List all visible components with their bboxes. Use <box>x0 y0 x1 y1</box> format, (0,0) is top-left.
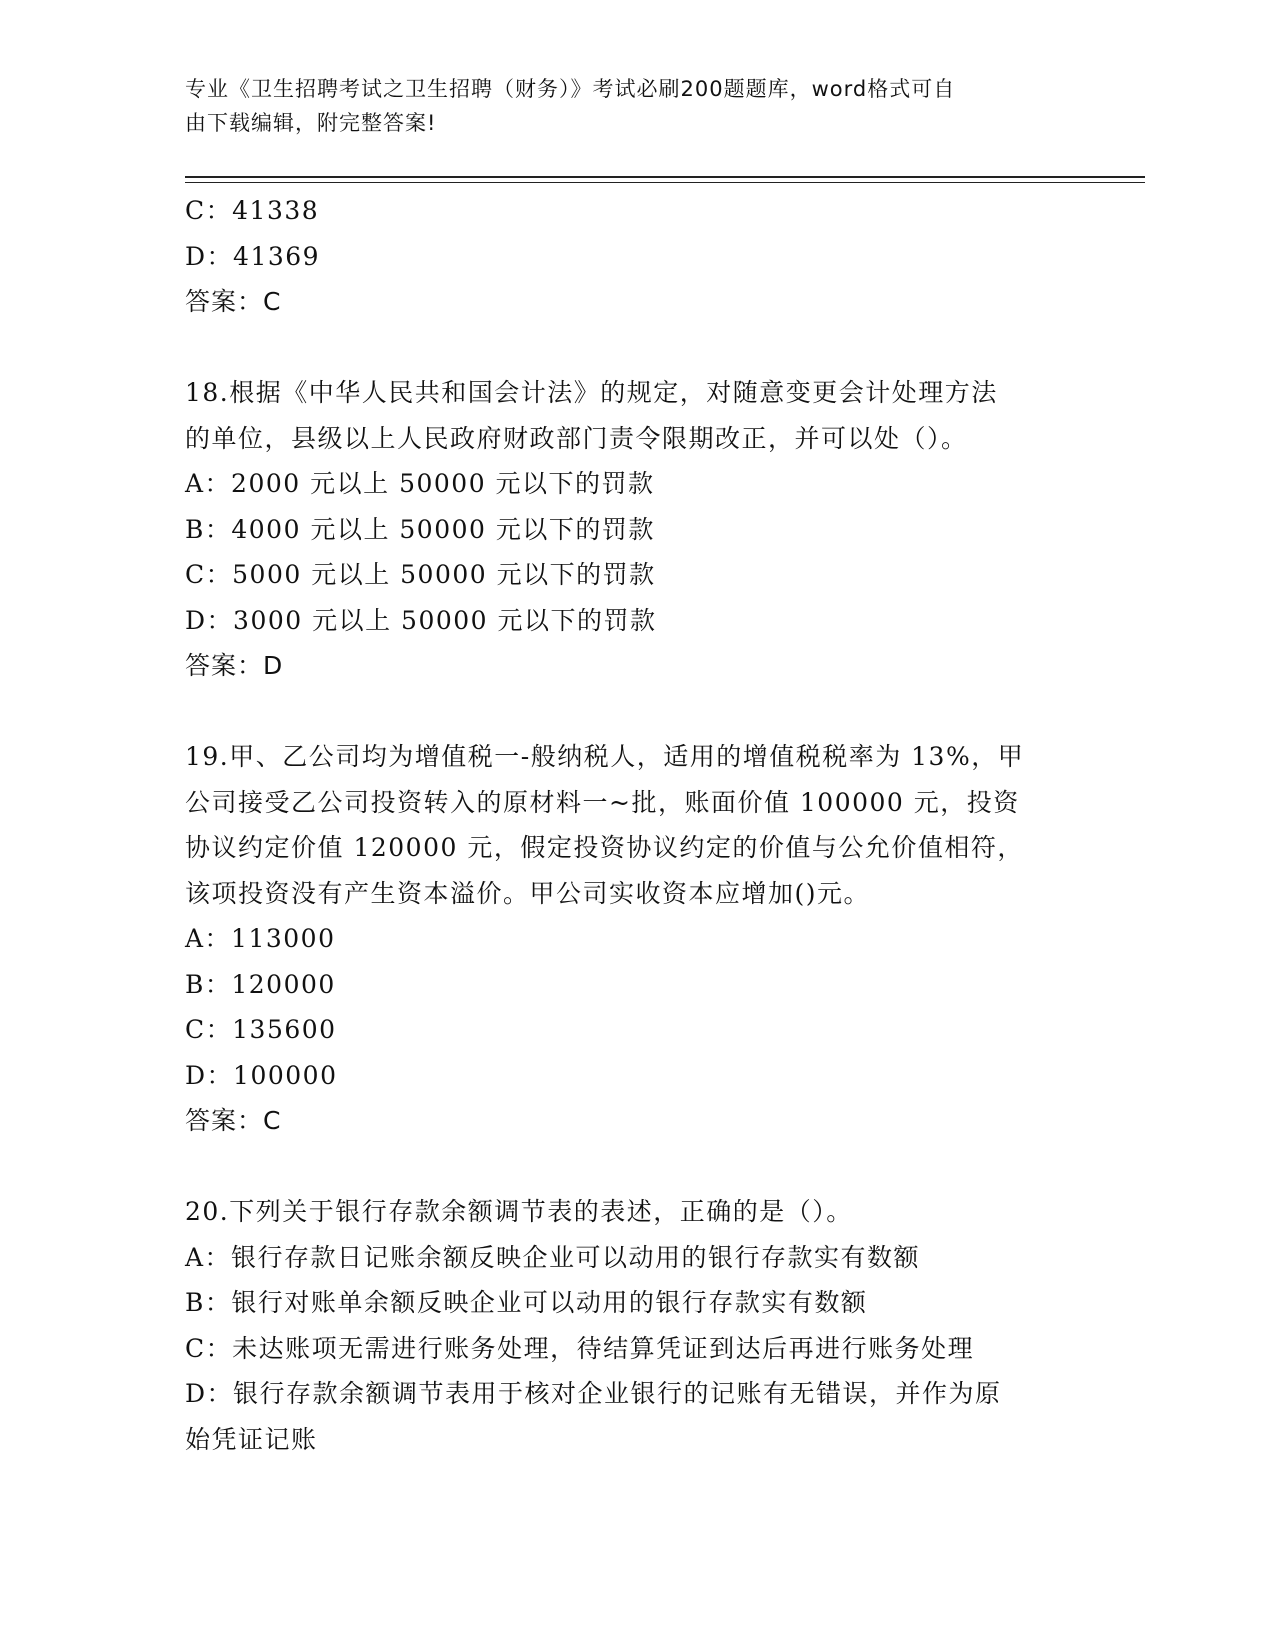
header-line-2: 由下载编辑，附完整答案! <box>185 111 437 135</box>
header-line-1: 专业《卫生招聘考试之卫生招聘（财务）》考试必刷200题题库，word格式可自 <box>185 77 956 101</box>
question-stem-line: 协议约定价值 120000 元，假定投资协议约定的价值与公允价值相符， <box>185 833 1024 862</box>
option-d: D：41369 <box>185 241 321 271</box>
option-d: D：100000 <box>185 1060 338 1090</box>
question-stem-line: 20.下列关于银行存款余额调节表的表述，正确的是（）。 <box>185 1197 853 1226</box>
question-stem-line: 公司接受乙公司投资转入的原材料一~批，账面价值 100000 元，投资 <box>185 787 1020 817</box>
option-a: A：2000 元以上 50000 元以下的罚款 <box>185 469 655 498</box>
question-20 <box>185 1189 1085 1462</box>
header-divider-thick <box>185 176 1145 178</box>
page-header <box>185 72 1065 140</box>
option-d: D：银行存款余额调节表用于核对企业银行的记账有无错误，并作为原 <box>185 1379 1002 1408</box>
option-a: A：113000 <box>185 924 336 953</box>
question-17 <box>185 188 1085 325</box>
option-b: B：4000 元以上 50000 元以下的罚款 <box>185 514 655 544</box>
answer: 答案：C <box>185 287 282 316</box>
option-d-continued: 始凭证记账 <box>185 1424 318 1454</box>
option-a: A：银行存款日记账余额反映企业可以动用的银行存款实有数额 <box>185 1242 921 1272</box>
option-c: C：未达账项无需进行账务处理，待结算凭证到达后再进行账务处理 <box>185 1333 975 1363</box>
question-19 <box>185 734 1085 1144</box>
option-b: B：120000 <box>185 969 336 999</box>
option-c: C：5000 元以上 50000 元以下的罚款 <box>185 560 656 589</box>
question-stem-line: 19.甲、乙公司均为增值税一-般纳税人，适用的增值税税率为 13%，甲 <box>185 742 1025 771</box>
question-stem-line: 的单位，县级以上人民政府财政部门责令限期改正，并可以处（）。 <box>185 423 968 453</box>
question-stem-line: 该项投资没有产生资本溢价。甲公司实收资本应增加()元。 <box>185 878 871 908</box>
option-c: C：41338 <box>185 196 320 225</box>
question-stem-line: 18.根据《中华人民共和国会计法》的规定，对随意变更会计处理方法 <box>185 378 998 407</box>
question-18 <box>185 370 1085 689</box>
header-divider-thin <box>185 182 1145 183</box>
option-b: B：银行对账单余额反映企业可以动用的银行存款实有数额 <box>185 1288 868 1317</box>
option-d: D：3000 元以上 50000 元以下的罚款 <box>185 605 657 635</box>
answer: 答案：D <box>185 651 284 680</box>
option-c: C：135600 <box>185 1015 337 1044</box>
answer: 答案：C <box>185 1106 282 1135</box>
document-body <box>185 188 1085 1462</box>
